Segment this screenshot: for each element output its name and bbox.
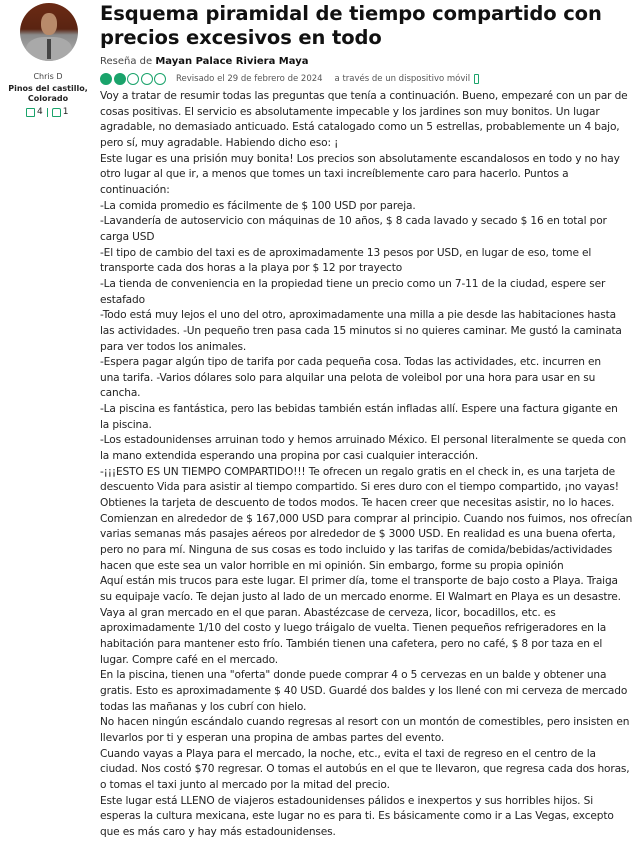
review-text-line: que es más caro y hay más estadounidenses.	[100, 825, 336, 838]
rating-bubble-empty-icon	[127, 73, 139, 85]
review-body	[100, 89, 636, 841]
review-date: Revisado el 29 de febrero de 2024	[176, 74, 323, 84]
reviewer-name[interactable]: Chris D	[33, 72, 63, 81]
review-text-line: habitación para mantener esto frío. También tienen una cafetera, pero no café, $ 8 por taza en el	[100, 637, 603, 650]
review-text-line: -Espera pagar algún tipo de tarifa por cada pequeña cosa. Todas las actividades, etc. incurren en	[100, 356, 601, 369]
avatar-face	[41, 13, 57, 35]
review-text-line: -Todo está muy lejos el uno del otro, aproximadamente una milla a pie desde las habitaciones hasta	[100, 309, 616, 322]
review-text-line: -Lavandería de autoservicio con máquinas de 10 años, $ 8 cada lavado y secado $ 16 en total por	[100, 215, 607, 228]
review-text-line: Obtienes la tarjeta de descuento de todos modos. Te hacen creer que necesitas asistir, no lo haces.	[100, 497, 615, 510]
review-text-line: aproximadamente 1/10 del costo y luego tráigalo de vuelta. Tienen pequeños refrigeradores en la	[100, 622, 607, 635]
review-text-line: las actividades. -Un pequeño tren pasa cada 15 minutos si no quieres caminar. Me gustó la caminata	[100, 324, 622, 337]
review-text-line: -La piscina es fantástica, pero las bebidas también están infladas allí. Espere una factura gigante en	[100, 403, 618, 416]
review-text-line: agradable, no demasiado anticuado. Está catalogado como un 5 estrellas, probablemente un 4 bajo,	[100, 121, 620, 134]
review-text-line: Este lugar está LLENO de viajeros estadounidenses pálidos e inexpertos y sus horribles hijos. Si	[100, 794, 593, 807]
review-text-line: transporte cada dos horas a la playa por $ 12 por trayecto	[100, 262, 403, 275]
review-of	[100, 56, 308, 67]
review-text-line: Cuando vayas a Playa para el mercado, la noche, etc., evita el taxi de regreso en el centro de la	[100, 747, 596, 760]
rating-bubble-empty-icon	[141, 73, 153, 85]
review-text-line: Voy a tratar de resumir todas las preguntas que tenía a continuación. Bueno, empezaré con un par de	[100, 90, 628, 102]
review-text-line: continuación:	[100, 183, 170, 196]
review-meta	[100, 73, 479, 85]
review-text-line: Este lugar es una prisión muy bonita! Los precios son absolutamente escandalosos en todo y no hay	[100, 152, 620, 165]
review-text-line: pero no para mí. Ninguna de sus cosas es todo incluido y las tarifas de comida/bebidas/actividades	[100, 544, 613, 557]
thumbs-up-icon	[52, 108, 61, 117]
review-text-line: pero sí, muy agradable. Habiendo dicho eso: ¡	[100, 136, 339, 149]
review-title[interactable]: Esquema piramidal de tiempo compartido con precios excesivos en todo	[100, 2, 602, 49]
helpful-votes-count: 1	[62, 107, 69, 117]
rating-bubble-empty-icon	[154, 73, 166, 85]
reviewer-stats	[26, 107, 68, 117]
review-text-line: No hacen ningún escándalo cuando regresas al resort con un montón de comestibles, pero insisten en	[100, 716, 630, 729]
rating-bubbles	[100, 73, 166, 85]
reviewer-avatar[interactable]	[20, 3, 78, 61]
review-text-line: todas las mañanas y los cubrí con hielo.	[100, 700, 307, 713]
review-text-line: Aquí están mis trucos para este lugar. El primer día, tome el transporte de bajo costo a Playa. Traiga	[100, 575, 618, 588]
avatar-tie	[47, 39, 51, 59]
review-text-line: -Los estadounidenses arruinan todo y hemos arruinado México. El personal literalmente se queda con	[100, 434, 627, 447]
contributions-count: 4	[37, 107, 43, 117]
property-link[interactable]: Mayan Palace Riviera Maya	[155, 56, 309, 67]
review-text-line: -La tienda de conveniencia en la propiedad tiene un precio como un 7-11 de la ciudad, espere ser	[100, 277, 606, 290]
review-text-line: estafado	[100, 293, 145, 306]
review-text-line: otro lugar al que ir, a menos que tomes un taxi increíblemente caro para hacerlo. Puntos a	[100, 168, 569, 181]
review-text-line: En la piscina, tienen una "oferta" donde puede comprar 4 o 5 cervezas en un balde y obtener una	[100, 669, 607, 682]
review-text-line: la piscina.	[100, 418, 152, 431]
review-text-line: Comienzan en alrededor de $ 167,000 USD para comprar al principio. Cuando nos fuimos, nos ofrecían	[100, 512, 633, 525]
review-text-line: para ver todos los animales.	[100, 340, 247, 353]
pencil-edit-icon	[26, 108, 35, 117]
review-text-line: gratis. Esto es aproximadamente $ 40 USD. Guardé dos baldes y los llené con mi cerveza de mercado	[100, 684, 628, 697]
review-text-line: cosas positivas. El servicio es absolutamente impecable y los jardines son muy bonitos. Un lugar	[100, 105, 600, 118]
review-text-line: -¡¡¡ESTO ES UN TIEMPO COMPARTIDO!!! Te ofrecen un regalo gratis en el check in, es una tarjeta de	[100, 465, 616, 478]
rating-bubble-filled-icon	[100, 73, 112, 85]
review-text-line: -La comida promedio es fácilmente de $ 100 USD por pareja.	[100, 199, 416, 212]
review-text-line: llevarlos por ti y esperan una propina de ambas partes del evento.	[100, 731, 445, 744]
review-text-line: -El tipo de cambio del taxi es de aproximadamente 13 pesos por USD, en lugar de eso, tome el	[100, 246, 592, 259]
review-text-line: ciudad. Nos costó $70 regresar. O tomas el autobús en el que te llevaron, que regresa cada dos horas,	[100, 763, 630, 776]
review-text-line: descuento Vida para asistir al tiempo compartido. Si eres duro con el tiempo compartido, ¡no vayas!	[100, 481, 619, 494]
review-text-line: la mano extendida esperando una propina por casi cualquier interacción.	[100, 450, 479, 463]
rating-bubble-filled-icon	[114, 73, 126, 85]
review-text-line: o tomas el taxi junto al mercado por la mitad del precio.	[100, 778, 390, 791]
reviewer-location: Pinos del castillo, Colorado	[8, 84, 88, 103]
review-text-line: hacen que este sea un valor horrible en mi opinión. Sin embargo, forme su propia opinión	[100, 559, 564, 572]
review-text-line: Vaya al gran mercado en el que paran. Abastézcase de cerveza, licor, bocadillos, etc. es	[100, 606, 556, 619]
review-text-line: lugar. Compre café en el mercado.	[100, 653, 278, 666]
review-text-line: una tarifa. -Varios dólares solo para alquilar una pelota de voleibol por una hora para usar en su	[100, 371, 596, 384]
mobile-phone-icon	[474, 74, 479, 84]
review-text-line: varias semanas más pasajes aéreos por alrededor de $ 3000 USD. En realidad es una buena oferta,	[100, 528, 616, 541]
review-text-line: carga USD	[100, 230, 155, 243]
review-text-line: cancha.	[100, 387, 141, 400]
stats-divider	[47, 108, 48, 117]
review-text-line: esperas la cultura mexicana, este lugar no es para ti. Es básicamente como ir a Las Vegas, excepto	[100, 810, 614, 823]
review-of-prefix: Reseña de	[100, 56, 153, 67]
review-text-line: su equipaje vacío. Te dejan justo al lado de un mercado enorme. El Walmart en Playa es un desastre.	[100, 591, 621, 603]
review-device-text: a través de un dispositivo móvil	[334, 74, 471, 84]
